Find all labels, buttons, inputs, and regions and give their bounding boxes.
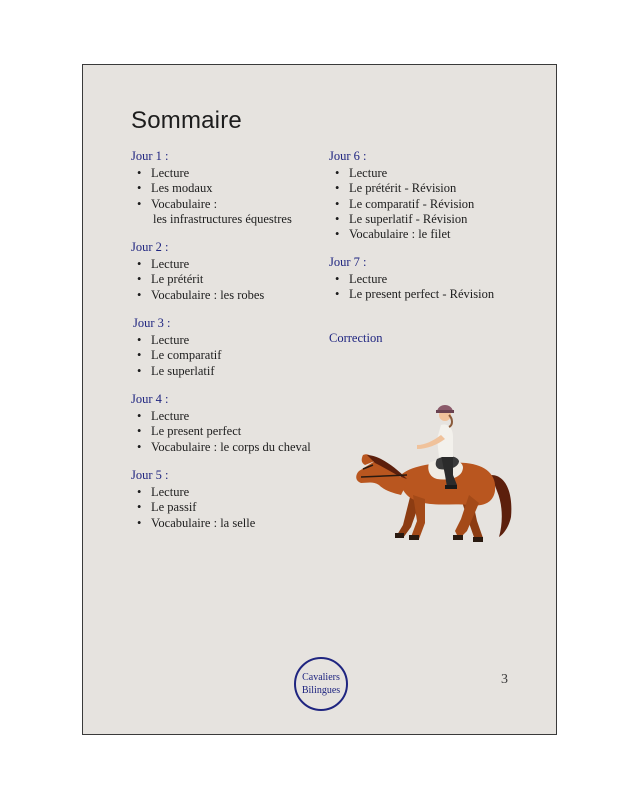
day-label: Jour 1 : (131, 149, 169, 163)
list-item: • Lecture (131, 485, 255, 500)
day-label: Jour 4 : (131, 392, 169, 406)
logo-line: Cavaliers (302, 672, 340, 683)
horse-rider-icon (341, 395, 521, 551)
correction-label: Correction (329, 331, 383, 345)
list-item: • Les modaux (131, 181, 292, 196)
day-label: Jour 2 : (131, 240, 169, 254)
day-section-1 (131, 149, 292, 227)
day-label: Jour 3 : (133, 316, 171, 330)
list-item: • Le prétérit (131, 272, 264, 287)
day-section-7 (329, 255, 494, 303)
list-item: • Le passif (131, 500, 255, 515)
day-section-2 (131, 240, 264, 303)
list-item: • Lecture (131, 333, 221, 348)
document-page (82, 64, 557, 735)
list-item: • Le comparatif (131, 348, 221, 363)
list-item: • Le prétérit - Révision (329, 181, 474, 196)
list-item: • Le present perfect - Révision (329, 287, 494, 302)
page-number: 3 (501, 672, 508, 687)
day-label: Jour 5 : (131, 468, 169, 482)
page-title: Sommaire (131, 107, 242, 134)
list-item: • Lecture (131, 409, 311, 424)
list-item: • Vocabulaire : les robes (131, 288, 264, 303)
list-item: • Le comparatif - Révision (329, 197, 474, 212)
list-item: • Le present perfect (131, 424, 311, 439)
logo-seal (294, 657, 348, 711)
list-item: • Lecture (131, 257, 264, 272)
list-item-continuation: les infrastructures équestres (153, 211, 292, 226)
logo-line: Bilingues (301, 685, 341, 696)
day-label: Jour 6 : (329, 149, 367, 163)
list-item: • Le superlatif - Révision (329, 212, 474, 227)
list-item: • Lecture (131, 166, 292, 181)
day-section-5 (131, 468, 255, 531)
day-label: Jour 7 : (329, 255, 367, 269)
list-item: • Le superlatif (131, 364, 221, 379)
list-item: • Vocabulaire : la selle (131, 516, 255, 531)
list-item: • Lecture (329, 272, 494, 287)
day-section-3 (133, 316, 221, 379)
day-section-6 (329, 149, 474, 242)
list-item: • Vocabulaire : le filet (329, 227, 474, 242)
list-item: • Lecture (329, 166, 474, 181)
day-section-4 (131, 392, 311, 455)
list-item: • Vocabulaire : le corps du cheval (131, 440, 311, 455)
list-item: • Vocabulaire : (131, 197, 292, 212)
